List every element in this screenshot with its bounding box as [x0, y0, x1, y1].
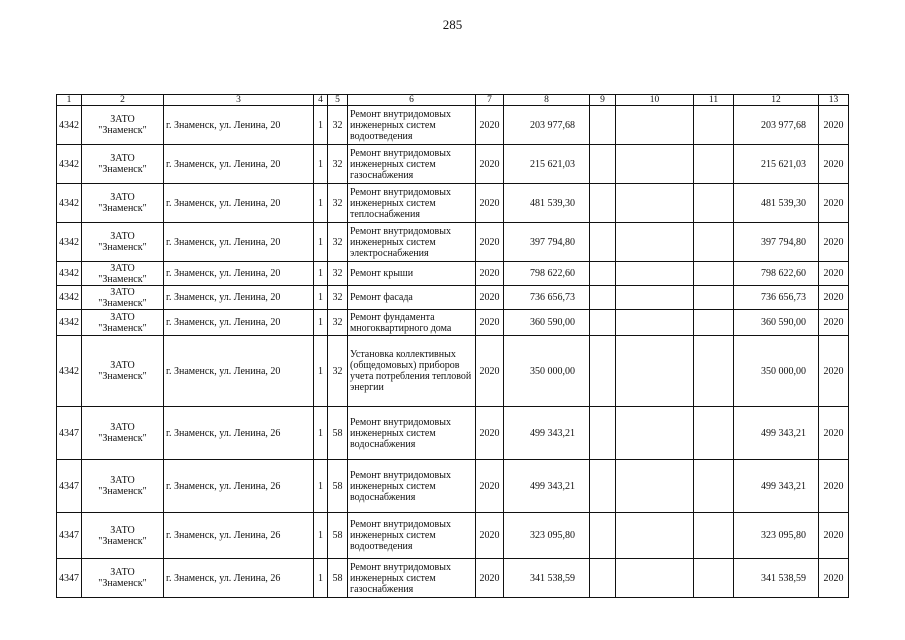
year-cell: 2020 [476, 262, 504, 286]
year-cell: 2020 [476, 460, 504, 513]
cost-cell: 499 343,21 [734, 460, 819, 513]
col9-cell [590, 184, 616, 223]
municipality-name: "Знаменск" [98, 322, 147, 334]
table-row [57, 407, 849, 460]
address-cell: г. Знаменск, ул. Ленина, 20 [164, 223, 314, 262]
col11-cell [694, 286, 734, 310]
completion-year-cell: 2020 [819, 106, 849, 145]
address-cell: г. Знаменск, ул. Ленина, 20 [164, 262, 314, 286]
cost-cell: 499 343,21 [734, 407, 819, 460]
work-type-cell: Ремонт фасада [348, 286, 476, 310]
col11-cell [694, 223, 734, 262]
col4-cell: 1 [314, 106, 328, 145]
municipality-cell [82, 262, 164, 286]
col9-cell [590, 145, 616, 184]
house-id-cell: 4342 [57, 184, 82, 223]
house-id-cell: 4342 [57, 286, 82, 310]
col9-cell [590, 559, 616, 598]
year-cell: 2020 [476, 145, 504, 184]
total-cost-cell: 798 622,60 [504, 262, 590, 286]
total-cost-cell: 499 343,21 [504, 407, 590, 460]
col5-cell: 58 [328, 513, 348, 559]
table-row [57, 460, 849, 513]
table-row [57, 559, 849, 598]
completion-year-cell: 2020 [819, 262, 849, 286]
municipality-cell [82, 460, 164, 513]
column-header: 9 [590, 95, 616, 106]
house-id-cell: 4347 [57, 559, 82, 598]
total-cost-cell: 397 794,80 [504, 223, 590, 262]
address-cell: г. Знаменск, ул. Ленина, 20 [164, 106, 314, 145]
house-id-cell: 4342 [57, 223, 82, 262]
municipality-name: "Знаменск" [98, 486, 147, 497]
municipality-name: "Знаменск" [98, 433, 147, 444]
table-row [57, 184, 849, 223]
col10-cell [616, 336, 694, 407]
col4-cell: 1 [314, 407, 328, 460]
municipality-type: ЗАТО [110, 311, 135, 323]
cost-cell: 798 622,60 [734, 262, 819, 286]
municipality-name: "Знаменск" [98, 125, 147, 136]
col9-cell [590, 460, 616, 513]
work-type-cell: Ремонт внутридомовых инженерных систем водоснабжения [348, 407, 476, 460]
col11-cell [694, 145, 734, 184]
col11-cell [694, 559, 734, 598]
year-cell: 2020 [476, 407, 504, 460]
col11-cell [694, 513, 734, 559]
col11-cell [694, 407, 734, 460]
col5-cell: 32 [328, 310, 348, 336]
col4-cell: 1 [314, 223, 328, 262]
column-header: 11 [694, 95, 734, 106]
cost-cell: 350 000,00 [734, 336, 819, 407]
col10-cell [616, 310, 694, 336]
municipality-cell [82, 106, 164, 145]
municipality-type: ЗАТО [110, 567, 135, 578]
municipality-name: "Знаменск" [98, 242, 147, 253]
col9-cell [590, 336, 616, 407]
column-header: 6 [348, 95, 476, 106]
house-id-cell: 4342 [57, 310, 82, 336]
column-header: 8 [504, 95, 590, 106]
work-type-cell: Ремонт внутридомовых инженерных систем газоснабжения [348, 559, 476, 598]
municipality-name: "Знаменск" [98, 297, 147, 309]
completion-year-cell: 2020 [819, 460, 849, 513]
column-header: 2 [82, 95, 164, 106]
col5-cell: 32 [328, 106, 348, 145]
column-header: 13 [819, 95, 849, 106]
col9-cell [590, 310, 616, 336]
municipality-name: "Знаменск" [98, 164, 147, 175]
municipality-type: ЗАТО [110, 153, 135, 164]
municipality-type: ЗАТО [110, 231, 135, 242]
col4-cell: 1 [314, 310, 328, 336]
col4-cell: 1 [314, 286, 328, 310]
municipality-cell [82, 145, 164, 184]
address-cell: г. Знаменск, ул. Ленина, 26 [164, 460, 314, 513]
year-cell: 2020 [476, 513, 504, 559]
col9-cell [590, 262, 616, 286]
page-number: 285 [442, 17, 463, 32]
completion-year-cell: 2020 [819, 513, 849, 559]
work-type-cell: Ремонт внутридомовых инженерных систем теплоснабжения [348, 184, 476, 223]
municipality-type: ЗАТО [110, 192, 135, 203]
address-cell: г. Знаменск, ул. Ленина, 26 [164, 513, 314, 559]
year-cell: 2020 [476, 106, 504, 145]
address-cell: г. Знаменск, ул. Ленина, 26 [164, 559, 314, 598]
house-id-cell: 4347 [57, 407, 82, 460]
address-cell: г. Знаменск, ул. Ленина, 20 [164, 145, 314, 184]
year-cell: 2020 [476, 286, 504, 310]
completion-year-cell: 2020 [819, 286, 849, 310]
col5-cell: 32 [328, 286, 348, 310]
col10-cell [616, 223, 694, 262]
cost-cell: 481 539,30 [734, 184, 819, 223]
municipality-name: "Знаменск" [98, 273, 147, 285]
col5-cell: 32 [328, 223, 348, 262]
total-cost-cell: 203 977,68 [504, 106, 590, 145]
house-id-cell: 4342 [57, 106, 82, 145]
completion-year-cell: 2020 [819, 559, 849, 598]
table-row [57, 310, 849, 336]
work-type-cell: Ремонт фундамента многоквартирного дома [348, 310, 476, 336]
col11-cell [694, 106, 734, 145]
municipality-cell [82, 310, 164, 336]
year-cell: 2020 [476, 184, 504, 223]
municipality-cell [82, 407, 164, 460]
column-header: 7 [476, 95, 504, 106]
municipality-type: ЗАТО [110, 286, 135, 298]
col9-cell [590, 106, 616, 145]
table-body [57, 106, 849, 598]
col5-cell: 32 [328, 145, 348, 184]
total-cost-cell: 215 621,03 [504, 145, 590, 184]
municipality-type: ЗАТО [110, 114, 135, 125]
municipality-cell [82, 223, 164, 262]
municipality-type: ЗАТО [110, 475, 135, 486]
cost-cell: 736 656,73 [734, 286, 819, 310]
total-cost-cell: 481 539,30 [504, 184, 590, 223]
col10-cell [616, 145, 694, 184]
col11-cell [694, 262, 734, 286]
work-type-cell: Ремонт внутридомовых инженерных систем водоснабжения [348, 460, 476, 513]
house-id-cell: 4342 [57, 262, 82, 286]
col5-cell: 32 [328, 184, 348, 223]
column-header: 3 [164, 95, 314, 106]
col5-cell: 58 [328, 407, 348, 460]
completion-year-cell: 2020 [819, 407, 849, 460]
cost-cell: 203 977,68 [734, 106, 819, 145]
col5-cell: 32 [328, 262, 348, 286]
municipality-type: ЗАТО [110, 524, 135, 536]
address-cell: г. Знаменск, ул. Ленина, 26 [164, 407, 314, 460]
col4-cell: 1 [314, 145, 328, 184]
col9-cell [590, 407, 616, 460]
address-cell: г. Знаменск, ул. Ленина, 20 [164, 184, 314, 223]
cost-cell: 341 538,59 [734, 559, 819, 598]
completion-year-cell: 2020 [819, 310, 849, 336]
work-type-cell: Ремонт крыши [348, 262, 476, 286]
year-cell: 2020 [476, 336, 504, 407]
cost-cell: 323 095,80 [734, 513, 819, 559]
work-type-cell: Ремонт внутридомовых инженерных систем водоотведения [348, 106, 476, 145]
col10-cell [616, 184, 694, 223]
municipality-cell [82, 559, 164, 598]
cost-cell: 360 590,00 [734, 310, 819, 336]
col9-cell [590, 223, 616, 262]
table-row [57, 145, 849, 184]
column-header: 10 [616, 95, 694, 106]
municipality-type: ЗАТО [110, 422, 135, 433]
column-header: 5 [328, 95, 348, 106]
col4-cell: 1 [314, 184, 328, 223]
col4-cell: 1 [314, 513, 328, 559]
col10-cell [616, 559, 694, 598]
col10-cell [616, 513, 694, 559]
table-row [57, 223, 849, 262]
municipality-cell [82, 336, 164, 407]
table-row [57, 286, 849, 310]
col10-cell [616, 407, 694, 460]
address-cell: г. Знаменск, ул. Ленина, 20 [164, 286, 314, 310]
col10-cell [616, 286, 694, 310]
table-row [57, 262, 849, 286]
address-cell: г. Знаменск, ул. Ленина, 20 [164, 336, 314, 407]
total-cost-cell: 323 095,80 [504, 513, 590, 559]
total-cost-cell: 350 000,00 [504, 336, 590, 407]
municipality-name: "Знаменск" [98, 371, 147, 382]
col4-cell: 1 [314, 460, 328, 513]
work-type-cell: Ремонт внутридомовых инженерных систем электроснабжения [348, 223, 476, 262]
house-id-cell: 4342 [57, 145, 82, 184]
total-cost-cell: 499 343,21 [504, 460, 590, 513]
column-header: 1 [57, 95, 82, 106]
municipality-name: "Знаменск" [98, 578, 147, 589]
col10-cell [616, 262, 694, 286]
col4-cell: 1 [314, 336, 328, 407]
house-id-cell: 4347 [57, 513, 82, 559]
repair-schedule-table [56, 94, 849, 598]
cost-cell: 215 621,03 [734, 145, 819, 184]
table-row [57, 106, 849, 145]
col4-cell: 1 [314, 559, 328, 598]
col9-cell [590, 513, 616, 559]
work-type-cell: Ремонт внутридомовых инженерных систем газоснабжения [348, 145, 476, 184]
work-type-cell: Установка коллективных (общедомовых) приборов учета потребления тепловой энергии [348, 336, 476, 407]
col4-cell: 1 [314, 262, 328, 286]
cost-cell: 397 794,80 [734, 223, 819, 262]
completion-year-cell: 2020 [819, 223, 849, 262]
total-cost-cell: 360 590,00 [504, 310, 590, 336]
total-cost-cell: 341 538,59 [504, 559, 590, 598]
col11-cell [694, 184, 734, 223]
municipality-name: "Знаменск" [98, 203, 147, 214]
completion-year-cell: 2020 [819, 145, 849, 184]
col5-cell: 32 [328, 336, 348, 407]
table-row [57, 336, 849, 407]
year-cell: 2020 [476, 310, 504, 336]
completion-year-cell: 2020 [819, 336, 849, 407]
house-id-cell: 4347 [57, 460, 82, 513]
total-cost-cell: 736 656,73 [504, 286, 590, 310]
work-type-cell: Ремонт внутридомовых инженерных систем водоотведения [348, 513, 476, 559]
address-cell: г. Знаменск, ул. Ленина, 20 [164, 310, 314, 336]
year-cell: 2020 [476, 223, 504, 262]
column-header: 4 [314, 95, 328, 106]
municipality-cell [82, 184, 164, 223]
col11-cell [694, 460, 734, 513]
year-cell: 2020 [476, 559, 504, 598]
col5-cell: 58 [328, 559, 348, 598]
table-header [57, 95, 849, 106]
municipality-name: "Знаменск" [98, 535, 147, 547]
column-header: 12 [734, 95, 819, 106]
municipality-cell [82, 286, 164, 310]
col11-cell [694, 310, 734, 336]
col11-cell [694, 336, 734, 407]
col9-cell [590, 286, 616, 310]
municipality-type: ЗАТО [110, 360, 135, 371]
completion-year-cell: 2020 [819, 184, 849, 223]
municipality-cell [82, 513, 164, 559]
col10-cell [616, 460, 694, 513]
house-id-cell: 4342 [57, 336, 82, 407]
col10-cell [616, 106, 694, 145]
col5-cell: 58 [328, 460, 348, 513]
municipality-type: ЗАТО [110, 262, 135, 274]
table-row [57, 513, 849, 559]
